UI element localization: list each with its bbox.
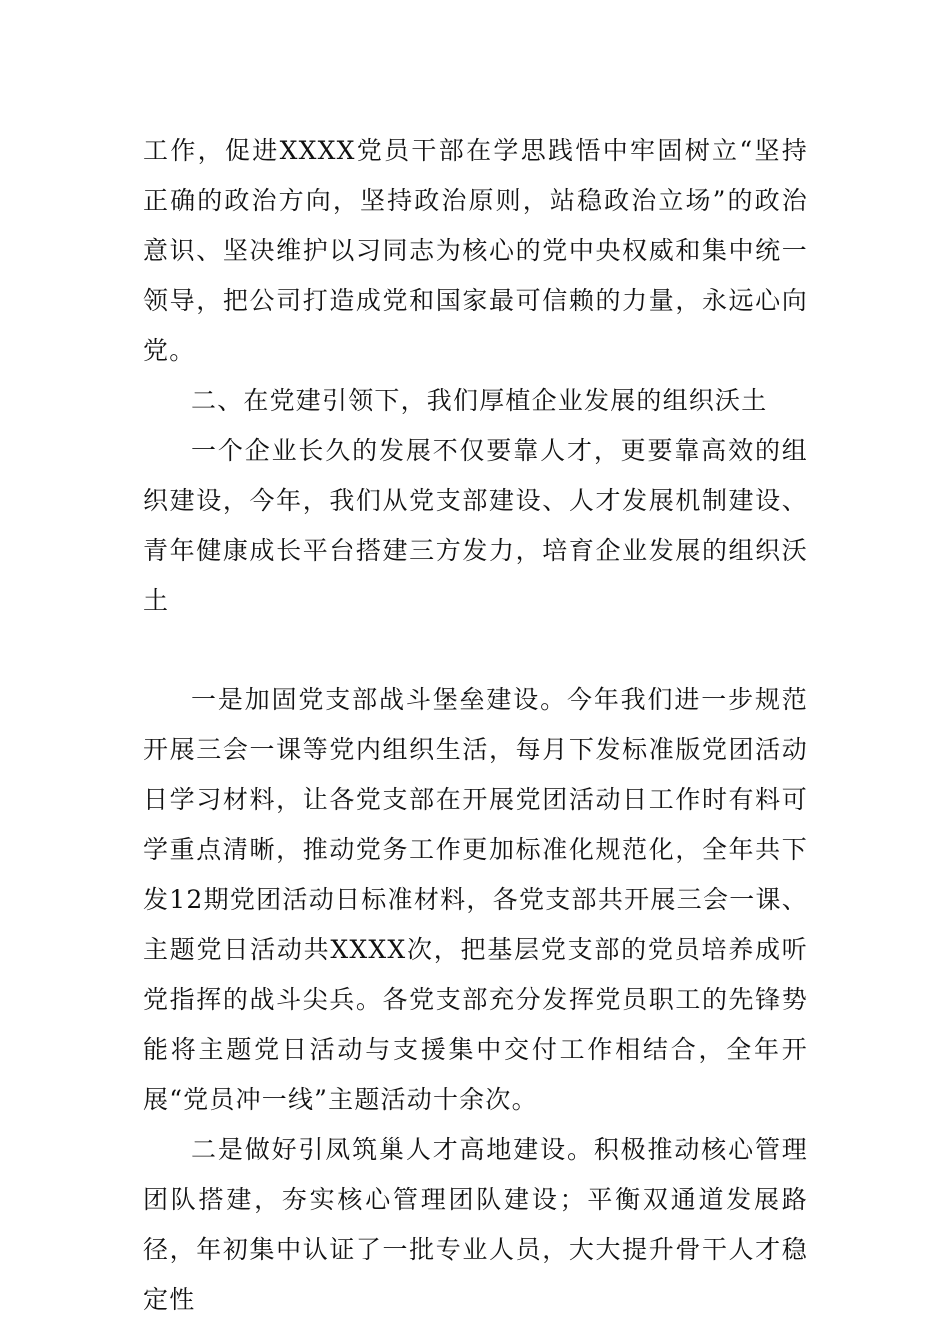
- paragraph-point-one: 一是加固党支部战斗堡垒建设。今年我们进一步规范开展三会一课等党内组织生活，每月下发标准版党团活动日学习材料，让各党支部在开展党团活动日工作时有料可学重点清晰，推动党务工作更加标准化规范化，全年共下发12期党团活动日标准材料，各党支部共开展三会一课、主题党日活动共XXXX次，把基层党支部的党员培养成听党指挥的战斗尖兵。各党支部充分发挥党员职工的先锋势能将主题党日活动与支援集中交付工作相结合，全年开展“党员冲一线”主题活动十余次。: [143, 685, 808, 1114]
- paragraph-continuation: 工作，促进XXXX党员干部在学思践悟中牢固树立“坚持正确的政治方向，坚持政治原则，站稳政治立场”的政治意识、坚决维护以习同志为核心的党中央权威和集中统一领导，把公司打造成党和国家最可信赖的力量，永远心向党。: [143, 136, 808, 365]
- section-heading: 二、在党建引领下，我们厚植企业发展的组织沃土: [191, 386, 768, 415]
- blank-line: [143, 626, 808, 675]
- document-body: [143, 126, 808, 1325]
- paragraph-intro: 一个企业长久的发展不仅要靠人才，更要靠高效的组织建设，今年，我们从党支部建设、人才发展机制建设、青年健康成长平台搭建三方发力，培育企业发展的组织沃土: [143, 436, 808, 615]
- paragraph-point-two: 二是做好引凤筑巢人才高地建设。积极推动核心管理团队搭建，夯实核心管理团队建设；平衡双通道发展路径，年初集中认证了一批专业人员，大大提升骨干人才稳定性: [143, 1135, 808, 1314]
